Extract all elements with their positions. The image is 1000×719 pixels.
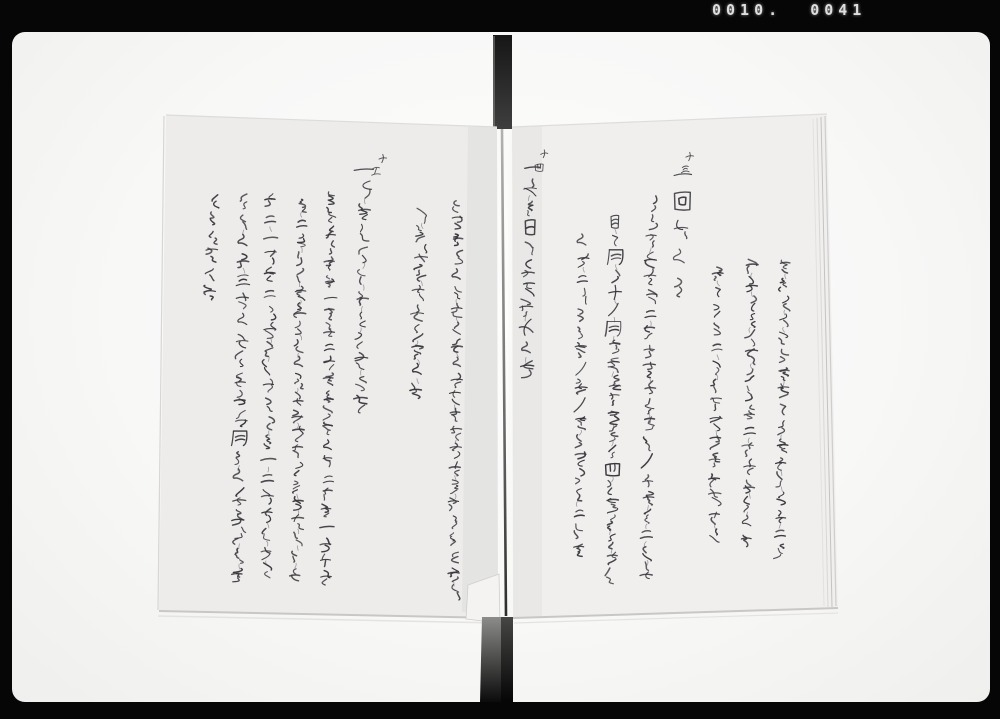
right-page-gutter-shadow bbox=[512, 126, 542, 618]
spine-bottom-shadow bbox=[501, 617, 513, 702]
frame-counter: 0010. 0041 bbox=[712, 1, 867, 19]
book-page-right bbox=[512, 114, 838, 618]
book-gutter bbox=[502, 129, 506, 616]
left-page-gutter-shadow bbox=[462, 127, 498, 618]
gutter-highlight bbox=[510, 131, 511, 615]
spine-top bbox=[493, 35, 512, 129]
